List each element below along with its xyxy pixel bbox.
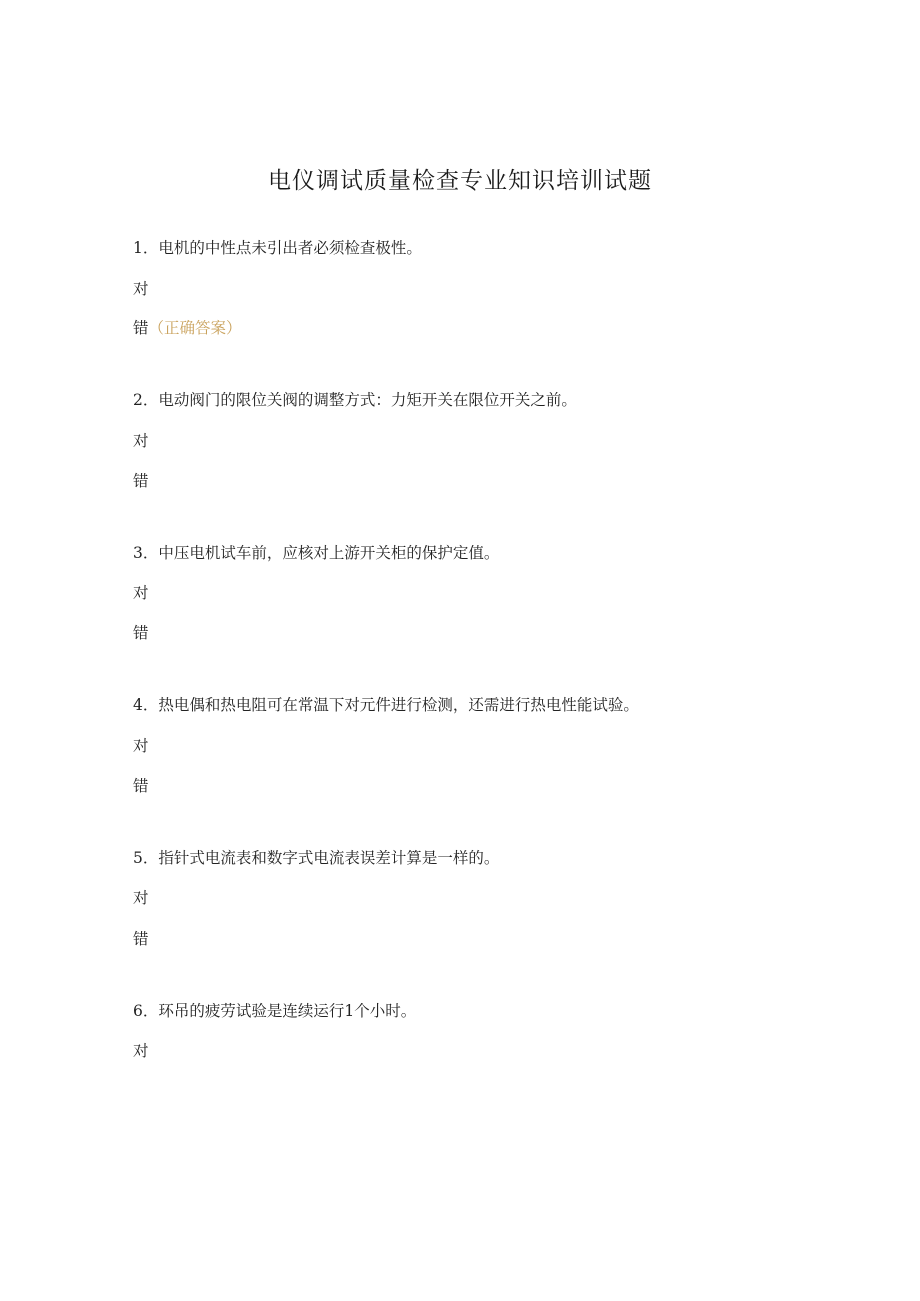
question-number: 4 — [133, 696, 143, 714]
question-number: 6 — [133, 1002, 143, 1020]
question-separator: ． — [142, 239, 159, 257]
question-text: 热电偶和热电阻可在常温下对元件进行检测，还需进行热电性能试验。 — [158, 696, 639, 714]
option-label: 错 — [133, 319, 149, 337]
question-text: 中压电机试车前，应核对上游开关柜的保护定值。 — [158, 544, 500, 562]
option-label: 对 — [133, 432, 149, 450]
option-true[interactable] — [133, 279, 149, 299]
question-number: 5 — [133, 849, 143, 867]
question-text: 指针式电流表和数字式电流表误差计算是一样的。 — [158, 849, 500, 867]
question-number: 2 — [133, 391, 143, 409]
question-text: 环吊的疲劳试验是连续运行1个小时。 — [158, 1002, 417, 1020]
question-1 — [133, 238, 853, 258]
option-true[interactable] — [133, 736, 149, 756]
question-text: 电动阀门的限位关阀的调整方式：力矩开关在限位开关之前。 — [158, 391, 577, 409]
option-false[interactable] — [133, 471, 149, 491]
option-label: 对 — [133, 1042, 149, 1060]
question-text: 电机的中性点未引出者必须检查极性。 — [158, 239, 422, 257]
option-true[interactable] — [133, 431, 149, 451]
question-number: 1 — [133, 239, 143, 257]
option-label: 对 — [133, 584, 149, 602]
option-false[interactable] — [133, 776, 149, 796]
question-4 — [133, 695, 853, 715]
option-label: 错 — [133, 777, 149, 795]
option-false[interactable] — [133, 929, 149, 949]
question-separator: ． — [142, 696, 159, 714]
question-3 — [133, 543, 853, 563]
question-number: 3 — [133, 544, 143, 562]
option-label: 对 — [133, 889, 149, 907]
option-true[interactable] — [133, 1041, 149, 1061]
question-separator: ． — [142, 849, 159, 867]
correct-answer-note: （正确答案） — [148, 319, 242, 337]
question-5 — [133, 848, 853, 868]
question-2 — [133, 390, 853, 410]
option-true[interactable] — [133, 888, 149, 908]
option-false[interactable] — [133, 623, 149, 643]
option-label: 错 — [133, 930, 149, 948]
option-label: 错 — [133, 624, 149, 642]
option-true[interactable] — [133, 583, 149, 603]
option-label: 错 — [133, 472, 149, 490]
option-label: 对 — [133, 280, 149, 298]
question-separator: ． — [142, 544, 159, 562]
option-false[interactable] — [133, 318, 242, 338]
question-separator: ． — [142, 1002, 159, 1020]
question-separator: ． — [142, 391, 159, 409]
question-6 — [133, 1001, 853, 1021]
page-title: 电仪调试质量检查专业知识培训试题 — [268, 168, 652, 194]
option-label: 对 — [133, 737, 149, 755]
